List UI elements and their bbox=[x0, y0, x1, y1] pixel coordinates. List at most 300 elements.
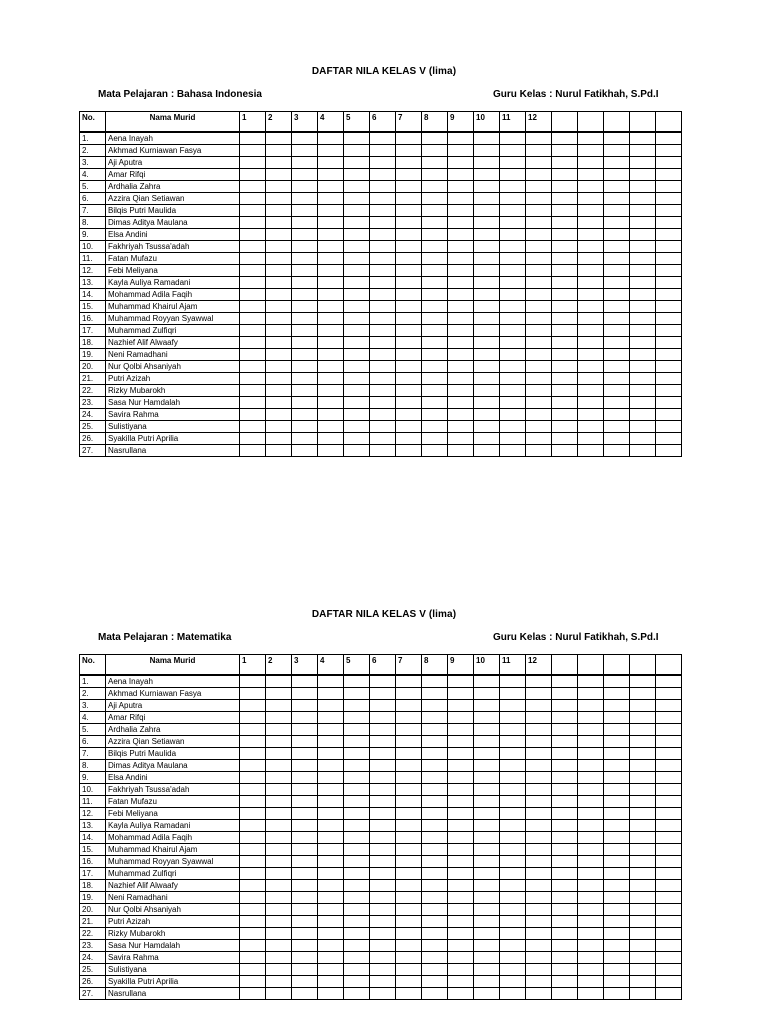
score-cell[interactable] bbox=[396, 940, 422, 952]
score-cell[interactable] bbox=[266, 712, 292, 724]
score-cell[interactable] bbox=[474, 916, 500, 928]
score-cell[interactable] bbox=[422, 856, 448, 868]
score-cell[interactable] bbox=[266, 892, 292, 904]
score-cell[interactable] bbox=[500, 301, 526, 313]
score-cell[interactable] bbox=[656, 205, 682, 217]
score-cell[interactable] bbox=[630, 373, 656, 385]
score-cell[interactable] bbox=[344, 988, 370, 1000]
score-cell[interactable] bbox=[448, 892, 474, 904]
score-cell[interactable] bbox=[578, 808, 604, 820]
score-cell[interactable] bbox=[630, 675, 656, 688]
score-cell[interactable] bbox=[266, 337, 292, 349]
score-cell[interactable] bbox=[448, 796, 474, 808]
score-cell[interactable] bbox=[500, 205, 526, 217]
score-cell[interactable] bbox=[500, 337, 526, 349]
score-cell[interactable] bbox=[656, 892, 682, 904]
score-cell[interactable] bbox=[474, 241, 500, 253]
score-cell[interactable] bbox=[578, 253, 604, 265]
score-cell[interactable] bbox=[318, 373, 344, 385]
score-cell[interactable] bbox=[526, 844, 552, 856]
score-cell[interactable] bbox=[396, 688, 422, 700]
score-cell[interactable] bbox=[578, 856, 604, 868]
score-cell[interactable] bbox=[448, 688, 474, 700]
score-cell[interactable] bbox=[656, 349, 682, 361]
score-cell[interactable] bbox=[604, 772, 630, 784]
score-cell[interactable] bbox=[266, 205, 292, 217]
score-cell[interactable] bbox=[500, 397, 526, 409]
score-cell[interactable] bbox=[526, 145, 552, 157]
score-cell[interactable] bbox=[292, 724, 318, 736]
score-cell[interactable] bbox=[448, 736, 474, 748]
score-cell[interactable] bbox=[474, 796, 500, 808]
score-cell[interactable] bbox=[240, 784, 266, 796]
score-cell[interactable] bbox=[604, 385, 630, 397]
score-cell[interactable] bbox=[552, 892, 578, 904]
score-cell[interactable] bbox=[396, 760, 422, 772]
score-cell[interactable] bbox=[552, 688, 578, 700]
score-cell[interactable] bbox=[318, 916, 344, 928]
score-cell[interactable] bbox=[240, 772, 266, 784]
score-cell[interactable] bbox=[396, 445, 422, 457]
score-cell[interactable] bbox=[422, 181, 448, 193]
score-cell[interactable] bbox=[344, 820, 370, 832]
score-cell[interactable] bbox=[578, 205, 604, 217]
score-cell[interactable] bbox=[604, 229, 630, 241]
score-cell[interactable] bbox=[500, 700, 526, 712]
score-cell[interactable] bbox=[656, 361, 682, 373]
score-cell[interactable] bbox=[292, 736, 318, 748]
score-cell[interactable] bbox=[266, 952, 292, 964]
score-cell[interactable] bbox=[578, 952, 604, 964]
score-cell[interactable] bbox=[266, 868, 292, 880]
score-cell[interactable] bbox=[526, 808, 552, 820]
score-cell[interactable] bbox=[370, 952, 396, 964]
score-cell[interactable] bbox=[552, 880, 578, 892]
score-cell[interactable] bbox=[500, 277, 526, 289]
score-cell[interactable] bbox=[318, 445, 344, 457]
score-cell[interactable] bbox=[292, 229, 318, 241]
score-cell[interactable] bbox=[474, 844, 500, 856]
score-cell[interactable] bbox=[370, 229, 396, 241]
score-cell[interactable] bbox=[474, 748, 500, 760]
score-cell[interactable] bbox=[266, 808, 292, 820]
score-cell[interactable] bbox=[344, 796, 370, 808]
score-cell[interactable] bbox=[344, 445, 370, 457]
score-cell[interactable] bbox=[240, 796, 266, 808]
score-cell[interactable] bbox=[292, 253, 318, 265]
score-cell[interactable] bbox=[578, 169, 604, 181]
score-cell[interactable] bbox=[240, 349, 266, 361]
score-cell[interactable] bbox=[318, 349, 344, 361]
score-cell[interactable] bbox=[422, 361, 448, 373]
score-cell[interactable] bbox=[292, 181, 318, 193]
score-cell[interactable] bbox=[656, 157, 682, 169]
score-cell[interactable] bbox=[448, 289, 474, 301]
score-cell[interactable] bbox=[526, 277, 552, 289]
score-cell[interactable] bbox=[448, 748, 474, 760]
score-cell[interactable] bbox=[318, 289, 344, 301]
score-cell[interactable] bbox=[552, 157, 578, 169]
score-cell[interactable] bbox=[396, 976, 422, 988]
score-cell[interactable] bbox=[474, 301, 500, 313]
score-cell[interactable] bbox=[630, 397, 656, 409]
score-cell[interactable] bbox=[318, 397, 344, 409]
score-cell[interactable] bbox=[552, 868, 578, 880]
score-cell[interactable] bbox=[552, 784, 578, 796]
score-cell[interactable] bbox=[448, 724, 474, 736]
score-cell[interactable] bbox=[448, 880, 474, 892]
score-cell[interactable] bbox=[656, 277, 682, 289]
score-cell[interactable] bbox=[526, 132, 552, 145]
score-cell[interactable] bbox=[500, 325, 526, 337]
score-cell[interactable] bbox=[656, 808, 682, 820]
score-cell[interactable] bbox=[526, 337, 552, 349]
score-cell[interactable] bbox=[552, 325, 578, 337]
score-cell[interactable] bbox=[292, 760, 318, 772]
score-cell[interactable] bbox=[240, 421, 266, 433]
score-cell[interactable] bbox=[526, 313, 552, 325]
score-cell[interactable] bbox=[344, 976, 370, 988]
score-cell[interactable] bbox=[656, 760, 682, 772]
score-cell[interactable] bbox=[448, 700, 474, 712]
score-cell[interactable] bbox=[474, 385, 500, 397]
score-cell[interactable] bbox=[500, 760, 526, 772]
score-cell[interactable] bbox=[500, 445, 526, 457]
score-cell[interactable] bbox=[448, 916, 474, 928]
score-cell[interactable] bbox=[422, 964, 448, 976]
score-cell[interactable] bbox=[422, 253, 448, 265]
score-cell[interactable] bbox=[500, 940, 526, 952]
score-cell[interactable] bbox=[448, 976, 474, 988]
score-cell[interactable] bbox=[656, 241, 682, 253]
score-cell[interactable] bbox=[448, 157, 474, 169]
score-cell[interactable] bbox=[422, 784, 448, 796]
score-cell[interactable] bbox=[318, 265, 344, 277]
score-cell[interactable] bbox=[552, 229, 578, 241]
score-cell[interactable] bbox=[370, 700, 396, 712]
score-cell[interactable] bbox=[474, 433, 500, 445]
score-cell[interactable] bbox=[656, 928, 682, 940]
score-cell[interactable] bbox=[656, 301, 682, 313]
score-cell[interactable] bbox=[318, 748, 344, 760]
score-cell[interactable] bbox=[292, 337, 318, 349]
score-cell[interactable] bbox=[500, 880, 526, 892]
score-cell[interactable] bbox=[292, 868, 318, 880]
score-cell[interactable] bbox=[318, 772, 344, 784]
score-cell[interactable] bbox=[578, 940, 604, 952]
score-cell[interactable] bbox=[422, 976, 448, 988]
score-cell[interactable] bbox=[526, 724, 552, 736]
score-cell[interactable] bbox=[396, 856, 422, 868]
score-cell[interactable] bbox=[370, 964, 396, 976]
score-cell[interactable] bbox=[630, 277, 656, 289]
score-cell[interactable] bbox=[656, 253, 682, 265]
score-cell[interactable] bbox=[578, 988, 604, 1000]
score-cell[interactable] bbox=[344, 301, 370, 313]
score-cell[interactable] bbox=[318, 988, 344, 1000]
score-cell[interactable] bbox=[396, 205, 422, 217]
score-cell[interactable] bbox=[266, 241, 292, 253]
score-cell[interactable] bbox=[370, 445, 396, 457]
score-cell[interactable] bbox=[240, 675, 266, 688]
score-cell[interactable] bbox=[422, 385, 448, 397]
score-cell[interactable] bbox=[630, 181, 656, 193]
score-cell[interactable] bbox=[422, 892, 448, 904]
score-cell[interactable] bbox=[396, 253, 422, 265]
score-cell[interactable] bbox=[370, 808, 396, 820]
score-cell[interactable] bbox=[266, 784, 292, 796]
score-cell[interactable] bbox=[526, 325, 552, 337]
score-cell[interactable] bbox=[656, 132, 682, 145]
score-cell[interactable] bbox=[448, 820, 474, 832]
score-cell[interactable] bbox=[474, 988, 500, 1000]
score-cell[interactable] bbox=[266, 796, 292, 808]
score-cell[interactable] bbox=[630, 820, 656, 832]
score-cell[interactable] bbox=[578, 433, 604, 445]
score-cell[interactable] bbox=[370, 748, 396, 760]
score-cell[interactable] bbox=[526, 445, 552, 457]
score-cell[interactable] bbox=[630, 385, 656, 397]
score-cell[interactable] bbox=[318, 421, 344, 433]
score-cell[interactable] bbox=[630, 760, 656, 772]
score-cell[interactable] bbox=[630, 712, 656, 724]
score-cell[interactable] bbox=[604, 289, 630, 301]
score-cell[interactable] bbox=[240, 385, 266, 397]
score-cell[interactable] bbox=[656, 796, 682, 808]
score-cell[interactable] bbox=[292, 265, 318, 277]
score-cell[interactable] bbox=[292, 820, 318, 832]
score-cell[interactable] bbox=[500, 904, 526, 916]
score-cell[interactable] bbox=[656, 820, 682, 832]
score-cell[interactable] bbox=[318, 325, 344, 337]
score-cell[interactable] bbox=[552, 253, 578, 265]
score-cell[interactable] bbox=[630, 433, 656, 445]
score-cell[interactable] bbox=[448, 361, 474, 373]
score-cell[interactable] bbox=[318, 301, 344, 313]
score-cell[interactable] bbox=[474, 784, 500, 796]
score-cell[interactable] bbox=[500, 856, 526, 868]
score-cell[interactable] bbox=[578, 325, 604, 337]
score-cell[interactable] bbox=[552, 373, 578, 385]
score-cell[interactable] bbox=[630, 952, 656, 964]
score-cell[interactable] bbox=[266, 916, 292, 928]
score-cell[interactable] bbox=[630, 988, 656, 1000]
score-cell[interactable] bbox=[578, 820, 604, 832]
score-cell[interactable] bbox=[240, 844, 266, 856]
score-cell[interactable] bbox=[422, 988, 448, 1000]
score-cell[interactable] bbox=[422, 675, 448, 688]
score-cell[interactable] bbox=[604, 760, 630, 772]
score-cell[interactable] bbox=[500, 145, 526, 157]
score-cell[interactable] bbox=[448, 132, 474, 145]
score-cell[interactable] bbox=[552, 337, 578, 349]
score-cell[interactable] bbox=[292, 940, 318, 952]
score-cell[interactable] bbox=[552, 796, 578, 808]
score-cell[interactable] bbox=[552, 940, 578, 952]
score-cell[interactable] bbox=[396, 241, 422, 253]
score-cell[interactable] bbox=[422, 301, 448, 313]
score-cell[interactable] bbox=[370, 349, 396, 361]
score-cell[interactable] bbox=[240, 373, 266, 385]
score-cell[interactable] bbox=[526, 952, 552, 964]
score-cell[interactable] bbox=[656, 844, 682, 856]
score-cell[interactable] bbox=[344, 337, 370, 349]
score-cell[interactable] bbox=[266, 385, 292, 397]
score-cell[interactable] bbox=[266, 445, 292, 457]
score-cell[interactable] bbox=[656, 748, 682, 760]
score-cell[interactable] bbox=[448, 445, 474, 457]
score-cell[interactable] bbox=[474, 940, 500, 952]
score-cell[interactable] bbox=[422, 844, 448, 856]
score-cell[interactable] bbox=[396, 880, 422, 892]
score-cell[interactable] bbox=[344, 361, 370, 373]
score-cell[interactable] bbox=[630, 748, 656, 760]
score-cell[interactable] bbox=[604, 157, 630, 169]
score-cell[interactable] bbox=[552, 760, 578, 772]
score-cell[interactable] bbox=[292, 409, 318, 421]
score-cell[interactable] bbox=[396, 964, 422, 976]
score-cell[interactable] bbox=[500, 688, 526, 700]
score-cell[interactable] bbox=[526, 880, 552, 892]
score-cell[interactable] bbox=[344, 253, 370, 265]
score-cell[interactable] bbox=[370, 976, 396, 988]
score-cell[interactable] bbox=[448, 385, 474, 397]
score-cell[interactable] bbox=[266, 265, 292, 277]
score-cell[interactable] bbox=[396, 772, 422, 784]
score-cell[interactable] bbox=[318, 205, 344, 217]
score-cell[interactable] bbox=[240, 169, 266, 181]
score-cell[interactable] bbox=[396, 325, 422, 337]
score-cell[interactable] bbox=[578, 132, 604, 145]
score-cell[interactable] bbox=[266, 832, 292, 844]
score-cell[interactable] bbox=[240, 241, 266, 253]
score-cell[interactable] bbox=[422, 940, 448, 952]
score-cell[interactable] bbox=[318, 253, 344, 265]
score-cell[interactable] bbox=[578, 421, 604, 433]
score-cell[interactable] bbox=[578, 712, 604, 724]
score-cell[interactable] bbox=[344, 409, 370, 421]
score-cell[interactable] bbox=[552, 445, 578, 457]
score-cell[interactable] bbox=[552, 265, 578, 277]
score-cell[interactable] bbox=[474, 265, 500, 277]
score-cell[interactable] bbox=[630, 325, 656, 337]
score-cell[interactable] bbox=[396, 736, 422, 748]
score-cell[interactable] bbox=[344, 880, 370, 892]
score-cell[interactable] bbox=[526, 904, 552, 916]
score-cell[interactable] bbox=[448, 988, 474, 1000]
score-cell[interactable] bbox=[552, 193, 578, 205]
score-cell[interactable] bbox=[318, 157, 344, 169]
score-cell[interactable] bbox=[396, 217, 422, 229]
score-cell[interactable] bbox=[240, 820, 266, 832]
score-cell[interactable] bbox=[474, 724, 500, 736]
score-cell[interactable] bbox=[500, 409, 526, 421]
score-cell[interactable] bbox=[240, 940, 266, 952]
score-cell[interactable] bbox=[552, 301, 578, 313]
score-cell[interactable] bbox=[552, 724, 578, 736]
score-cell[interactable] bbox=[370, 940, 396, 952]
score-cell[interactable] bbox=[422, 748, 448, 760]
score-cell[interactable] bbox=[526, 700, 552, 712]
score-cell[interactable] bbox=[396, 928, 422, 940]
score-cell[interactable] bbox=[370, 145, 396, 157]
score-cell[interactable] bbox=[422, 808, 448, 820]
score-cell[interactable] bbox=[656, 880, 682, 892]
score-cell[interactable] bbox=[578, 193, 604, 205]
score-cell[interactable] bbox=[552, 820, 578, 832]
score-cell[interactable] bbox=[474, 952, 500, 964]
score-cell[interactable] bbox=[422, 169, 448, 181]
score-cell[interactable] bbox=[240, 205, 266, 217]
score-cell[interactable] bbox=[422, 724, 448, 736]
score-cell[interactable] bbox=[448, 784, 474, 796]
score-cell[interactable] bbox=[526, 820, 552, 832]
score-cell[interactable] bbox=[526, 409, 552, 421]
score-cell[interactable] bbox=[240, 856, 266, 868]
score-cell[interactable] bbox=[578, 736, 604, 748]
score-cell[interactable] bbox=[240, 397, 266, 409]
score-cell[interactable] bbox=[604, 916, 630, 928]
score-cell[interactable] bbox=[656, 832, 682, 844]
score-cell[interactable] bbox=[604, 445, 630, 457]
score-cell[interactable] bbox=[318, 952, 344, 964]
score-cell[interactable] bbox=[370, 277, 396, 289]
score-cell[interactable] bbox=[474, 181, 500, 193]
score-cell[interactable] bbox=[656, 675, 682, 688]
score-cell[interactable] bbox=[448, 844, 474, 856]
score-cell[interactable] bbox=[474, 193, 500, 205]
score-cell[interactable] bbox=[344, 904, 370, 916]
score-cell[interactable] bbox=[656, 964, 682, 976]
score-cell[interactable] bbox=[318, 277, 344, 289]
score-cell[interactable] bbox=[630, 772, 656, 784]
score-cell[interactable] bbox=[396, 337, 422, 349]
score-cell[interactable] bbox=[240, 229, 266, 241]
score-cell[interactable] bbox=[266, 217, 292, 229]
score-cell[interactable] bbox=[500, 976, 526, 988]
score-cell[interactable] bbox=[448, 421, 474, 433]
score-cell[interactable] bbox=[344, 748, 370, 760]
score-cell[interactable] bbox=[448, 169, 474, 181]
score-cell[interactable] bbox=[344, 916, 370, 928]
score-cell[interactable] bbox=[292, 796, 318, 808]
score-cell[interactable] bbox=[526, 712, 552, 724]
score-cell[interactable] bbox=[578, 361, 604, 373]
score-cell[interactable] bbox=[396, 712, 422, 724]
score-cell[interactable] bbox=[500, 928, 526, 940]
score-cell[interactable] bbox=[500, 675, 526, 688]
score-cell[interactable] bbox=[474, 421, 500, 433]
score-cell[interactable] bbox=[552, 808, 578, 820]
score-cell[interactable] bbox=[526, 916, 552, 928]
score-cell[interactable] bbox=[604, 688, 630, 700]
score-cell[interactable] bbox=[344, 132, 370, 145]
score-cell[interactable] bbox=[240, 217, 266, 229]
score-cell[interactable] bbox=[240, 808, 266, 820]
score-cell[interactable] bbox=[474, 145, 500, 157]
score-cell[interactable] bbox=[318, 313, 344, 325]
score-cell[interactable] bbox=[474, 928, 500, 940]
score-cell[interactable] bbox=[370, 217, 396, 229]
score-cell[interactable] bbox=[422, 277, 448, 289]
score-cell[interactable] bbox=[552, 736, 578, 748]
score-cell[interactable] bbox=[630, 796, 656, 808]
score-cell[interactable] bbox=[604, 796, 630, 808]
score-cell[interactable] bbox=[578, 349, 604, 361]
score-cell[interactable] bbox=[266, 253, 292, 265]
score-cell[interactable] bbox=[396, 145, 422, 157]
score-cell[interactable] bbox=[526, 832, 552, 844]
